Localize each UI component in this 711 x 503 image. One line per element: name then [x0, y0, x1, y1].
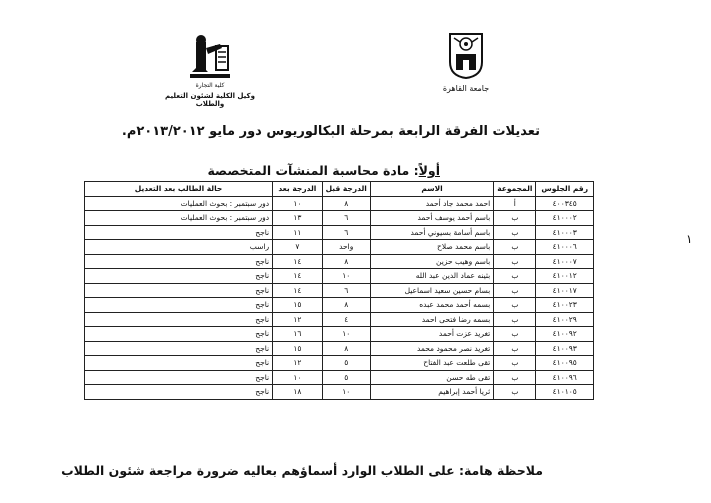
table-row [85, 385, 594, 400]
cell-status: ناجح [85, 269, 273, 284]
table-row [85, 298, 594, 313]
cell-status: ناجح [85, 356, 273, 371]
cell-group: ب [494, 312, 536, 327]
cell-status: ناجح [85, 385, 273, 400]
cell-grade-after: ١٠ [273, 196, 322, 211]
cell-name: ثريا أحمد إبراهيم [370, 385, 493, 400]
cell-name: بثينه عماد الدين عبد الله [370, 269, 493, 284]
important-note: ملاحظة هامة: على الطلاب الوارد أسماؤهم بعاليه ضرورة مراجعة شئون الطلاب [61, 463, 543, 478]
header-grade-before: الدرجة قبل [322, 182, 370, 197]
cell-seat: ٤١٠٠١٢ [536, 269, 594, 284]
cell-seat: ٤١٠٠٠٦ [536, 240, 594, 255]
table-row [85, 283, 594, 298]
cell-name: تقى طلعت عبد الفتاح [370, 356, 493, 371]
page-mark: ١ [686, 232, 693, 246]
cell-grade-after: ١٠ [273, 370, 322, 385]
cell-name: تغريد نصر محمود محمد [370, 341, 493, 356]
cell-group: ب [494, 211, 536, 226]
logo-caption-faculty: كلية التجارة [195, 82, 225, 89]
cell-name: تقى طه حسن [370, 370, 493, 385]
cell-seat: ٤٠٠٣٤٥ [536, 196, 594, 211]
header-grade-after: الدرجة بعد [273, 182, 322, 197]
cell-name: بسمه رضا فتحى احمد [370, 312, 493, 327]
table-row [85, 370, 594, 385]
cell-status: ناجح [85, 254, 273, 269]
faculty-of-commerce-logo [186, 34, 234, 86]
cell-status: ناجح [85, 283, 273, 298]
cell-seat: ٤١٠٠٩٢ [536, 327, 594, 342]
header-seat: رقم الجلوس [536, 182, 594, 197]
cell-name: بسام حسين سعيد اسماعيل [370, 283, 493, 298]
cell-grade-after: ١٤ [273, 254, 322, 269]
cell-grade-before: ٥ [322, 356, 370, 371]
table-row [85, 240, 594, 255]
cell-grade-after: ١٢ [273, 356, 322, 371]
logo-caption-university: جامعة القاهرة [442, 84, 490, 93]
cell-status: دور سبتمبر : بحوث العمليات [85, 196, 273, 211]
cell-status: ناجح [85, 327, 273, 342]
cell-name: باسم وهيب حزين [370, 254, 493, 269]
cell-seat: ٤١٠٠٢٣ [536, 298, 594, 313]
cell-grade-before: ١٠ [322, 269, 370, 284]
cell-name: تغريد عزت أحمد [370, 327, 493, 342]
cell-group: ب [494, 356, 536, 371]
cell-seat: ٤١٠٠٠٣ [536, 225, 594, 240]
cell-grade-after: ١١ [273, 225, 322, 240]
cell-seat: ٤١٠١٠٥ [536, 385, 594, 400]
cell-grade-after: ١٤ [273, 283, 322, 298]
cell-status: ناجح [85, 225, 273, 240]
cell-grade-after: ١٥ [273, 341, 322, 356]
cairo-university-logo [448, 32, 484, 80]
cell-grade-after: ١٥ [273, 298, 322, 313]
header-name: الاسم [370, 182, 493, 197]
cell-group: أ [494, 196, 536, 211]
cell-grade-before: ٦ [322, 283, 370, 298]
cell-status: ناجح [85, 341, 273, 356]
cell-grade-after: ١٦ [273, 327, 322, 342]
cell-group: ب [494, 385, 536, 400]
section-prefix: أولاً [418, 163, 440, 178]
cell-status: ناجح [85, 312, 273, 327]
cell-group: ب [494, 341, 536, 356]
table-row [85, 211, 594, 226]
table-row [85, 196, 594, 211]
results-table [84, 181, 594, 400]
cell-status: راسب [85, 240, 273, 255]
table-row [85, 269, 594, 284]
table-row [85, 225, 594, 240]
cell-name: باسم أسامة بسيوني أحمد [370, 225, 493, 240]
cell-status: دور سبتمبر : بحوث العمليات [85, 211, 273, 226]
cell-name: احمد محمد جاد أحمد [370, 196, 493, 211]
cell-name: باسم محمد صلاح [370, 240, 493, 255]
logo-caption-vice-dean: وكيل الكلية لشئون التعليم والطلاب [165, 92, 255, 108]
cell-seat: ٤١٠٠٠٢ [536, 211, 594, 226]
cell-grade-before: ٨ [322, 254, 370, 269]
cell-status: ناجح [85, 298, 273, 313]
cell-grade-before: ١٠ [322, 327, 370, 342]
cell-grade-before: ٨ [322, 341, 370, 356]
cell-group: ب [494, 283, 536, 298]
cell-grade-before: ٦ [322, 225, 370, 240]
cell-seat: ٤١٠٠٠٧ [536, 254, 594, 269]
cell-grade-before: ٥ [322, 370, 370, 385]
cell-seat: ٤١٠٠١٧ [536, 283, 594, 298]
cell-grade-after: ١٣ [273, 211, 322, 226]
cell-group: ب [494, 327, 536, 342]
table-row [85, 254, 594, 269]
cell-grade-before: ٨ [322, 196, 370, 211]
cell-grade-after: ١٢ [273, 312, 322, 327]
table-row [85, 356, 594, 371]
cell-group: ب [494, 225, 536, 240]
cell-name: باسم أحمد يوسف أحمد [370, 211, 493, 226]
cell-group: ب [494, 254, 536, 269]
cell-name: بسمه أحمد محمد عبده [370, 298, 493, 313]
table-row [85, 312, 594, 327]
cell-grade-before: ٦ [322, 211, 370, 226]
page-title: تعديلات الفرقة الرابعة بمرحلة البكالوريوس دور مايو ٢٠١٣/٢٠١٢م. [121, 124, 540, 139]
cell-seat: ٤١٠٠٩٥ [536, 356, 594, 371]
section-title [207, 163, 440, 178]
cell-seat: ٤١٠٠٢٩ [536, 312, 594, 327]
cell-grade-after: ١٨ [273, 385, 322, 400]
table-header-row [85, 182, 594, 197]
cell-grade-before: ٤ [322, 312, 370, 327]
cell-grade-before: ١٠ [322, 385, 370, 400]
cell-grade-before: واحد [322, 240, 370, 255]
cell-status: ناجح [85, 370, 273, 385]
cell-grade-after: ٧ [273, 240, 322, 255]
header-group: المجموعة [494, 182, 536, 197]
cell-seat: ٤١٠٠٩٣ [536, 341, 594, 356]
cell-grade-after: ١٤ [273, 269, 322, 284]
table-row [85, 327, 594, 342]
cell-group: ب [494, 298, 536, 313]
cell-group: ب [494, 370, 536, 385]
section-subject: : مادة محاسبة المنشآت المتخصصة [207, 163, 419, 178]
table-row [85, 341, 594, 356]
cell-seat: ٤١٠٠٩٦ [536, 370, 594, 385]
cell-grade-before: ٨ [322, 298, 370, 313]
cell-group: ب [494, 240, 536, 255]
header-status: حالة الطالب بعد التعديل [85, 182, 273, 197]
cell-group: ب [494, 269, 536, 284]
